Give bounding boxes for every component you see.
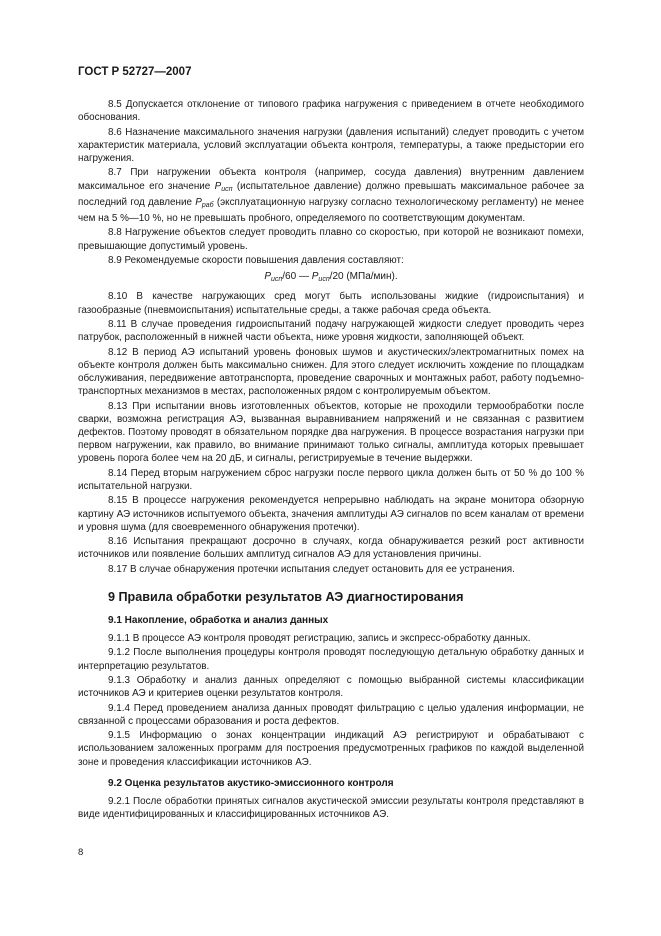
paragraph-8-6: 8.6 Назначение максимального значения нагрузки (давления испытаний) следует проводить с учетом характеристик материала, условий эксплуатации объекта контроля, температуры, а также предыстории его нагружения. <box>78 126 584 164</box>
paragraph-9-1-5: 9.1.5 Информацию о зонах концентрации индикаций АЭ регистрируют и обрабатывают с использованием заложенных программ для построения предусмотренных графиков по каждой выделенной зоне и проведения классификации источников АЭ. <box>78 730 584 768</box>
paragraph-8-10: 8.10 В качестве нагружающих сред могут быть использованы жидкие (гидроиспытания) и газообразные (пневмоиспытания) испытательные среды, а также рабочая среда объекта. <box>78 291 584 316</box>
subsection-9-2-title: 9.2 Оценка результатов акустико-эмиссионного контроля <box>108 777 394 789</box>
paragraph-8-12: 8.12 В период АЭ испытаний уровень фоновых шумов и акустических/электромагнитных помех на объекте контроля должен быть максимально снижен. Для этого следует исключить хождение по площадкам обслуживания, передвижение автотранспорта, проведение сварочных и монтажных работ, работу подъемно-транспортных механизмов в местах, расположенных рядом с контролируемым объектом. <box>78 346 584 398</box>
symbol-p: P <box>311 271 319 283</box>
paragraph-8-11: 8.11 В случае проведения гидроиспытаний подачу нагружающей жидкости следует проводить через патрубок, расположенный в нижней части объекта, ниже уровня жидкости, заполняющей объект. <box>78 318 584 344</box>
paragraph-9-1-2: 9.1.2 После выполнения процедуры контроля проводят последующую детальную обработку данных и интерпретацию результатов. <box>78 647 584 672</box>
symbol-p: P <box>264 271 272 283</box>
paragraph-8-16: 8.16 Испытания прекращают досрочно в случаях, когда обнаруживается резкий рост активности источников или появление больших амплитуд сигналов АЭ для установления причины. <box>78 536 584 561</box>
subscript-isp: исп <box>271 276 283 284</box>
symbol-p: P <box>214 180 222 192</box>
page-number: 8 <box>78 847 84 858</box>
p87-text-3: (эксплуатационную нагрузку согласно технологическому регламенту) не менее чем на 5 %—10 %, но не превышать пробного, определяемого по соответствующим документам. <box>78 196 584 224</box>
subscript-rab: раб <box>201 201 214 209</box>
document-body <box>78 98 584 822</box>
paragraph-8-14: 8.14 Перед вторым нагружением сброс нагрузки после первого цикла должен быть от 50 % до 100 % испытательной нагрузки. <box>78 467 584 492</box>
p87-text-1: 8.7 При нагружении объекта контроля (например, сосуда давления) внутренним давлением максимальное его значение <box>78 167 584 192</box>
section-9-title: 9 Правила обработки результатов АЭ диагностирования <box>108 589 464 604</box>
paragraph-8-15: 8.15 В процессе нагружения рекомендуется непрерывно наблюдать на экране монитора обзорную картину АЭ источников испытуемого объекта, значения амплитуды АЭ сигналов по всем каналам от времени и уровня шума (для своевременного обнаружения протечки). <box>78 495 584 533</box>
paragraph-8-9: 8.9 Рекомендуемые скорости повышения давления составляют: <box>108 254 404 266</box>
subscript-isp: исп <box>221 185 233 193</box>
p87-text-2: (испытательное давление) должно превышать максимальное рабочее за последний год давление <box>78 180 584 208</box>
paragraph-8-17: 8.17 В случае обнаружения протечки испытания следует остановить для ее устранения. <box>108 563 515 575</box>
formula-part-b: /20 (МПа/мин). <box>329 271 398 283</box>
paragraph-8-8: 8.8 Нагружение объектов следует проводить плавно со скоростью, при которой не возникают помехи, превышающие допустимый уровень. <box>78 227 584 252</box>
formula-part-a: /60 — <box>282 271 312 283</box>
paragraph-9-1-4: 9.1.4 Перед проведением анализа данных проводят фильтрацию с целью удаления информации, не связанной с процессами образования и роста дефектов. <box>78 702 584 727</box>
subsection-9-1-title: 9.1 Накопление, обработка и анализ данных <box>108 614 329 626</box>
symbol-p: P <box>195 196 202 208</box>
paragraph-9-2-1: 9.2.1 После обработки принятых сигналов акустической эмиссии результаты контроля представляют в виде идентифицированных и классифицированных источников АЭ. <box>78 795 584 820</box>
pressure-rate-formula <box>78 270 584 286</box>
paragraph-8-13: 8.13 При испытании вновь изготовленных объектов, которые не проходили термообработки после сварки, возможна регистрация АЭ, вызванная выравниванием напряжений и не связанная с развитием дефектов. Поэтому проводят в обязательном порядке два нагружения. В процессе возрастания нагрузки при первом нагружении, как правило, во внимание принимают только сигналы, амплитуда которых превышает уровень порога более чем на 20 дБ, и сигналы, регистрируемые в течение выдержки. <box>78 400 584 465</box>
paragraph-8-5: 8.5 Допускается отклонение от типового графика нагружения с приведением в отчете необходимого обоснования. <box>78 99 584 124</box>
paragraph-8-7 <box>78 166 584 225</box>
document-header: ГОСТ Р 52727—2007 <box>78 66 192 78</box>
paragraph-9-1-1: 9.1.1 В процессе АЭ контроля проводят регистрацию, запись и экспресс-обработку данных. <box>108 632 531 644</box>
paragraph-9-1-3: 9.1.3 Обработку и анализ данных определяют с помощью выбранной системы классификации источников АЭ и критериев оценки результатов контроля. <box>78 674 584 700</box>
subscript-isp: исп <box>318 276 330 284</box>
